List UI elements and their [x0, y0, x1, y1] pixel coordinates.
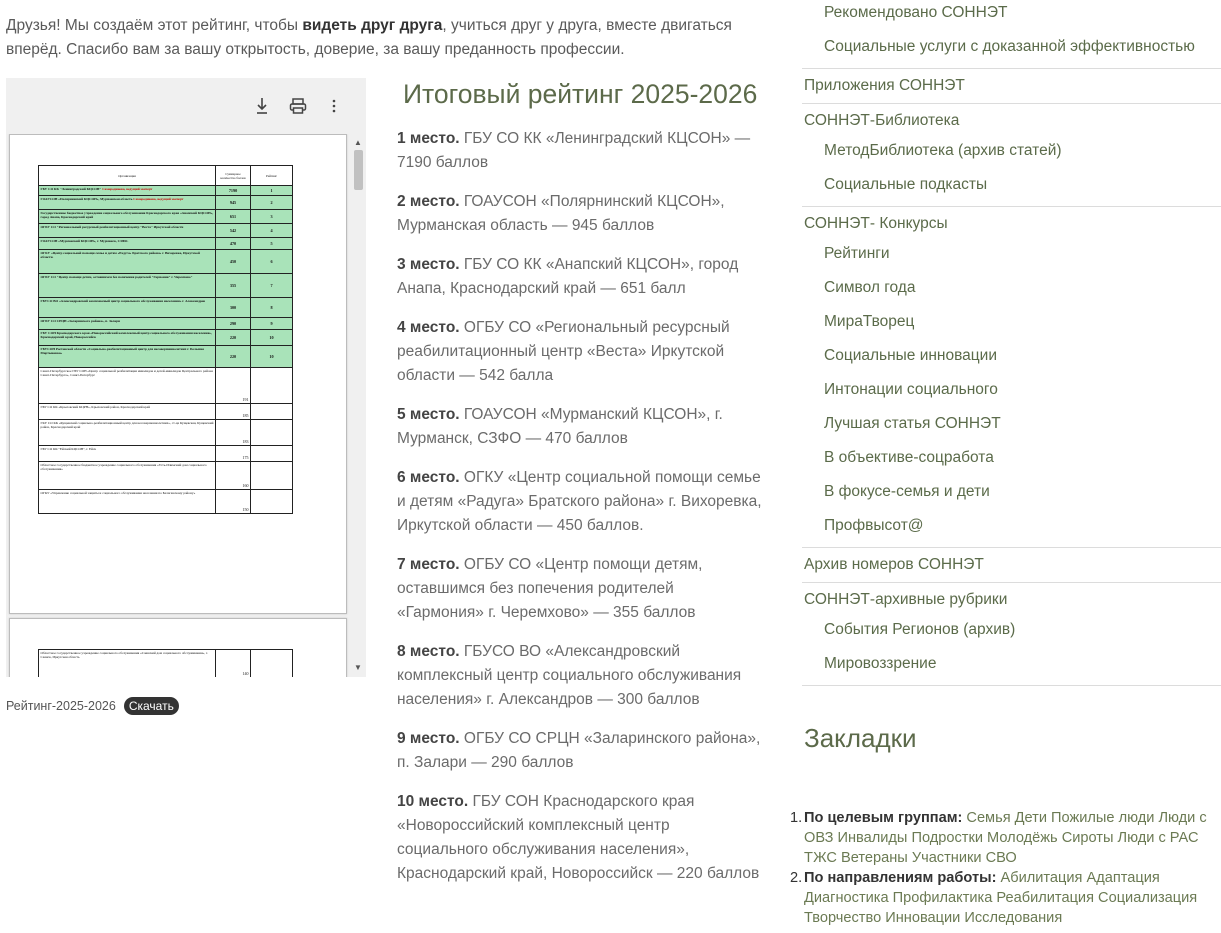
bookmark-label: По целевым группам:: [804, 810, 963, 826]
pdf-cell-rank: [251, 650, 293, 678]
pdf-cell-rank: 4: [251, 224, 293, 238]
rating-place: [397, 727, 762, 775]
pdf-header-rank: Рейтинг: [251, 166, 293, 186]
sidebar-item[interactable]: Социальные подкасты: [824, 176, 988, 193]
rating-place-text: ОГБУ СО «Центр помощи детям, оставшимся без попечения родителей «Гармония» г. Черемхово» — 355 баллов: [397, 556, 703, 621]
rating-place: [397, 790, 762, 886]
download-icon[interactable]: [250, 94, 274, 118]
sidebar-item[interactable]: МетодБиблиотека (архив статей): [824, 142, 1062, 159]
pdf-cell-rank: 10: [251, 330, 293, 346]
pdf-cell-points: 191: [216, 368, 251, 404]
pdf-cell-points: 160: [216, 462, 251, 490]
pdf-cell-org: Санкт-Петербургское ГБУ СОН «Центр социальной реабилитации инвалидов и детей-инвалидов Центрального района Санкт-Петербурга», Санкт-Петербург: [39, 368, 216, 404]
pdf-cell-points: 450: [216, 250, 251, 274]
sidebar-item[interactable]: Приложения СОННЭТ: [804, 77, 965, 94]
pdf-page-2: [9, 618, 347, 677]
rating-place-text: ГБУ СО КК «Анапский КЦСОН», город Анапа, Краснодарский край — 651 балл: [397, 256, 739, 297]
pdf-cell-rank: 3: [251, 210, 293, 224]
pdf-cell-rank: [251, 404, 293, 420]
list-item: [790, 808, 1221, 868]
sidebar-item[interactable]: Интонации социального: [824, 381, 998, 398]
rating-place-text: ОГКУ «Центр социальной помощи семье и детям «Радуга» Братского района» г. Вихоревка, Иркутской области — 450 баллов.: [397, 469, 762, 534]
bookmark-label: По направлениям работы:: [804, 870, 997, 886]
intro-text: [6, 14, 766, 62]
bookmarks-title: Закладки: [804, 723, 917, 753]
rating-title: Итоговый рейтинг 2025-2026: [403, 79, 758, 109]
pdf-cell-points: 185: [216, 404, 251, 420]
rating-place: [397, 466, 762, 538]
rating-place-text: ГОАУСОН «Мурманский КЦСОН», г. Мурманск, СЗФО — 470 баллов: [397, 406, 723, 447]
rating-place-label: 8 место.: [397, 643, 460, 660]
pdf-cell-org: Областное государственное учреждение социального обслуживания «Саянский дом социального обслуживания», г. Саянск, Иркутская область: [39, 650, 216, 678]
pdf-cell-points: 183: [216, 420, 251, 446]
sidebar-item[interactable]: Рейтинги: [824, 245, 890, 262]
rating-place-text: ГБУ СО КК «Ленинградский КЦСОН» — 7190 баллов: [397, 130, 751, 171]
pdf-header-org: Организация: [39, 166, 216, 186]
rating-place-label: 9 место.: [397, 730, 460, 747]
pdf-cell-rank: 1: [251, 186, 293, 196]
table-row: [39, 186, 293, 196]
sidebar-item[interactable]: СОННЭТ-Библиотека: [804, 112, 960, 129]
bookmark-number: 2.: [790, 870, 803, 886]
pdf-cell-org: ГБУ СО КК «Крыловский КЦРН», Крыловский район, Краснодарский край: [39, 404, 216, 420]
sidebar-item[interactable]: События Регионов (архив): [824, 621, 1016, 638]
pdf-cell-org: Государственное бюджетное учреждение социального обслуживания Краснодарского края «Анапский КЦСОН», город Анапа, Краснодарский край: [39, 210, 216, 224]
pdf-cell-org: ГБУ СО КК "Ейский КЦСОН", г. Ейск: [39, 446, 216, 462]
pdf-cell-points: 355: [216, 274, 251, 298]
pdf-cell-rank: 10: [251, 346, 293, 368]
rating-place-label: 6 место.: [397, 469, 460, 486]
pdf-cell-points: 220: [216, 346, 251, 368]
rating-place-label: 3 место.: [397, 256, 460, 273]
sidebar-divider: [802, 685, 1221, 686]
table-row: [39, 490, 293, 514]
file-name: Рейтинг-2025-2026: [6, 699, 116, 713]
rating-place-text: ОГБУ СО «Региональный ресурсный реабилитационный центр «Веста» Иркутской области — 542 балла: [397, 319, 730, 384]
pdf-cell-rank: [251, 490, 293, 514]
pdf-page-1: [9, 134, 347, 614]
pdf-pages[interactable]: [6, 134, 350, 677]
pdf-cell-rank: 2: [251, 196, 293, 210]
sidebar-divider: [802, 68, 1221, 69]
intro-bold: видеть друг друга: [302, 17, 443, 34]
sidebar-item[interactable]: СОННЭТ-архивные рубрики: [804, 591, 1008, 608]
rating-place: [397, 403, 762, 451]
file-caption: [6, 697, 179, 715]
rating-place: [397, 316, 762, 388]
pdf-cell-rank: [251, 462, 293, 490]
rating-place-label: 7 место.: [397, 556, 460, 573]
pdf-cell-org: ОГБУ СО "Региональный ресурсный реабилитационный центр "Веста" Иркутской области: [39, 224, 216, 238]
pdf-cell-points: 175: [216, 446, 251, 462]
intro-part2: , учиться друг у друга, вместе двигаться: [442, 17, 732, 34]
sidebar-divider: [802, 547, 1221, 548]
table-row: [39, 650, 293, 678]
sidebar-item[interactable]: Социальные инновации: [824, 347, 997, 364]
sidebar-item[interactable]: В фокусе-семья и дети: [824, 483, 990, 500]
pdf-cell-points: 290: [216, 318, 251, 330]
pdf-cell-points: 300: [216, 298, 251, 318]
sidebar-divider: [802, 103, 1221, 104]
table-row: [39, 446, 293, 462]
rating-section: [397, 78, 762, 901]
pdf-header-points: Суммарное количество баллов: [216, 166, 251, 186]
table-row: [39, 318, 293, 330]
pdf-cell-org: ГБУ СО КК "Ленинградский КЦСОН" Самородинова, ведущий эксперт: [39, 186, 216, 196]
pdf-scrollbar[interactable]: [350, 134, 366, 677]
list-item: [790, 868, 1221, 928]
sidebar-item[interactable]: МираТворец: [824, 313, 915, 330]
rating-place-text: ГОАУСОН «Полярнинский КЦСОН», Мурманская область — 945 баллов: [397, 193, 725, 234]
rating-place-label: 2 место.: [397, 193, 460, 210]
rating-place: [397, 640, 762, 712]
table-row: [39, 420, 293, 446]
bookmark-tags[interactable]: Семья Дети Пожилые люди Люди с ОВЗ Инвалиды Подростки Молодёжь Сироты Люди с РАС ТЖС Ветераны Участники СВО: [804, 810, 1207, 866]
rating-list: [397, 127, 762, 886]
table-row: [39, 250, 293, 274]
pdf-toolbar: [6, 78, 366, 134]
table-row: [39, 298, 293, 318]
table-row: [39, 404, 293, 420]
sidebar-item[interactable]: Социальные услуги с доказанной эффективностью: [824, 38, 1195, 55]
rating-place-text: ГБУСО ВО «Александровский комплексный центр социального обслуживания населения» г. Александров — 300 баллов: [397, 643, 742, 708]
pdf-cell-points: 150: [216, 490, 251, 514]
pdf-cell-rank: [251, 368, 293, 404]
table-row: [39, 274, 293, 298]
rating-place-label: 5 место.: [397, 406, 460, 423]
pdf-cell-rank: 8: [251, 298, 293, 318]
bookmarks-list: [790, 808, 1221, 928]
pdf-cell-rank: 9: [251, 318, 293, 330]
print-icon[interactable]: [286, 94, 310, 118]
pdf-cell-points: 542: [216, 224, 251, 238]
table-row: [39, 462, 293, 490]
rating-place: [397, 190, 762, 238]
more-icon[interactable]: [322, 94, 346, 118]
pdf-cell-org: ГБУСО ВО «Александровский комплексный центр социального обслуживания населения» г. Александров: [39, 298, 216, 318]
pdf-cell-rank: 7: [251, 274, 293, 298]
pdf-cell-points: 945: [216, 196, 251, 210]
scroll-down-icon[interactable]: ▼: [354, 663, 362, 672]
rating-place-text: ОГБУ СО СРЦН «Заларинского района», п. Залари — 290 баллов: [397, 730, 761, 771]
sidebar-item[interactable]: Рекомендовано СОННЭТ: [824, 4, 1008, 21]
pdf-cell-points: 140: [216, 650, 251, 678]
rating-place-label: 10 место.: [397, 793, 469, 810]
table-row: [39, 196, 293, 210]
rating-place: [397, 127, 762, 175]
pdf-cell-rank: 5: [251, 238, 293, 250]
bookmark-tags[interactable]: Абилитация Адаптация Диагностика Профилактика Реабилитация Социализация Творчество Инновации Исследования: [804, 870, 1198, 926]
download-button[interactable]: Скачать: [124, 697, 179, 715]
pdf-cell-org: ОГКУ «Центр социальной помощи семье и детям «Радуга» Братского района» г. Вихоревка, Иркутской области.: [39, 250, 216, 274]
pdf-cell-points: 651: [216, 210, 251, 224]
sidebar-item[interactable]: Профвысот@: [824, 517, 924, 534]
pdf-cell-org: ГОАУСОН «Полярнинский КЦСОН», Мурманская область Самородинова, ведущий эксперт: [39, 196, 216, 210]
table-row: [39, 238, 293, 250]
pdf-cell-points: 470: [216, 238, 251, 250]
sidebar-item[interactable]: Лучшая статья СОННЭТ: [824, 415, 1001, 432]
pdf-cell-org: Областное государственное бюджетное учреждение социального обслуживания «Усть-Илимский дом социального обслуживания»: [39, 462, 216, 490]
scrollbar-thumb[interactable]: [354, 150, 363, 190]
rating-place-label: 1 место.: [397, 130, 460, 147]
pdf-cell-rank: [251, 420, 293, 446]
sidebar-item[interactable]: В объективе-соцработа: [824, 449, 994, 466]
table-row: [39, 368, 293, 404]
pdf-cell-org: ОГБУ СО СРЦН «Заларинского района», п. Залари: [39, 318, 216, 330]
pdf-page2-table: [38, 649, 293, 677]
table-row: [39, 330, 293, 346]
table-row: [39, 224, 293, 238]
pdf-cell-points: 220: [216, 330, 251, 346]
sidebar-item[interactable]: Архив номеров СОННЭТ: [804, 556, 984, 573]
sidebar-item[interactable]: Символ года: [824, 279, 916, 296]
table-row: [39, 346, 293, 368]
rating-place-text: ГБУ СОН Краснодарского края «Новороссийский комплексный центр социального обслуживания населения», Краснодарский край, Новороссийск — 220 баллов: [397, 793, 760, 882]
pdf-cell-org: ГБУСОН Ростовской области «Социально-реабилитационный центр для несовершеннолетних г. Большие Мартыновка»: [39, 346, 216, 368]
sidebar-item[interactable]: Мировоззрение: [824, 655, 937, 672]
table-row: [39, 210, 293, 224]
pdf-cell-points: 7190: [216, 186, 251, 196]
rating-place: [397, 553, 762, 625]
bookmark-number: 1.: [790, 810, 803, 826]
rating-place-label: 4 место.: [397, 319, 460, 336]
intro-part1: Друзья! Мы создаём этот рейтинг, чтобы: [6, 17, 303, 34]
sidebar-item[interactable]: СОННЭТ- Конкурсы: [804, 215, 948, 232]
sidebar-divider: [802, 206, 1221, 207]
intro-line2: вперёд. Спасибо вам за вашу открытость, доверие, за вашу преданность профессии.: [6, 41, 625, 58]
sidebar-divider: [802, 582, 1221, 583]
scroll-up-icon[interactable]: ▲: [354, 138, 362, 147]
pdf-cell-org: ГКУ СО КК «Кущевский социально-реабилитационный центр для несовершеннолетних», ст-ца Кущевская, Кущевский район, Краснодарский край: [39, 420, 216, 446]
pdf-cell-org: ГОАУСОН «Мурманский КЦСОН», г. Мурманск, СЗФО.: [39, 238, 216, 250]
rating-place: [397, 253, 762, 301]
pdf-cell-rank: [251, 446, 293, 462]
pdf-cell-org: ГБУ СОН Краснодарского края «Новороссийский комплексный центр социального обслуживания населения», Краснодарский край, Новороссийск: [39, 330, 216, 346]
pdf-rating-table: [38, 165, 293, 514]
pdf-cell-rank: 6: [251, 250, 293, 274]
pdf-cell-org: ОГБУ СО "Центр помощи детям, оставшимся без попечения родителей "Гармония" г. Черемхово": [39, 274, 216, 298]
pdf-cell-org: ОГКУ «Управление социальной защиты и социального обслуживания населения по Балаганскому району»: [39, 490, 216, 514]
pdf-viewer[interactable]: [6, 78, 366, 677]
